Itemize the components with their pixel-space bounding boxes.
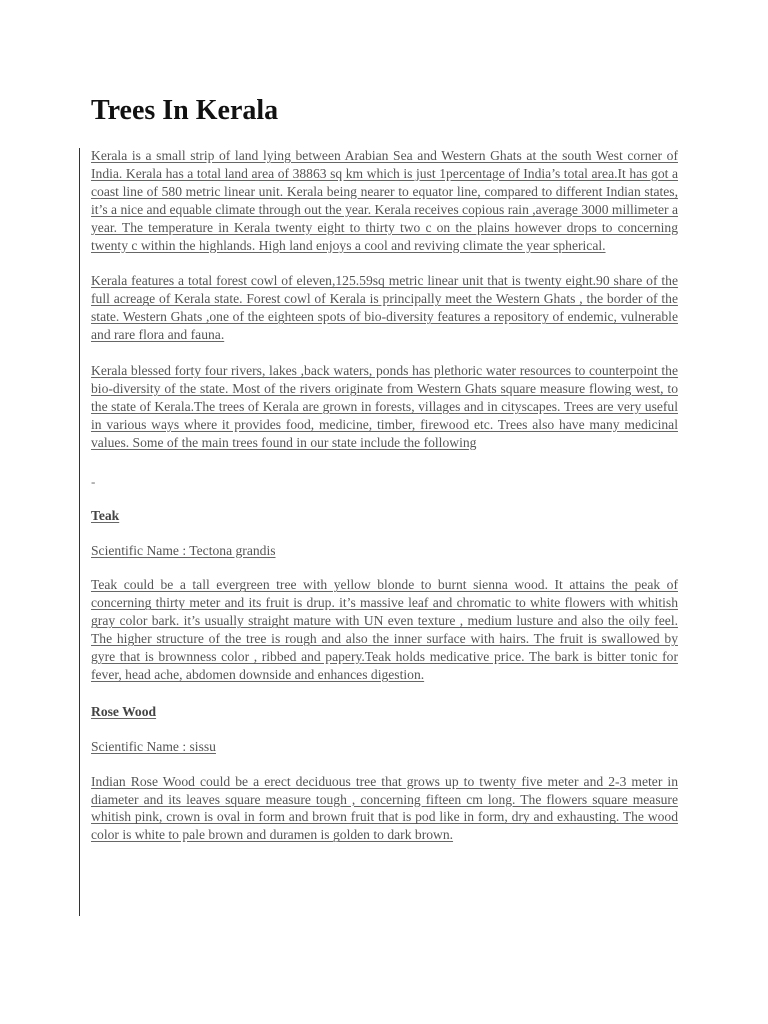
page-title: Trees In Kerala (91, 95, 279, 126)
tree-description-rose-wood: Indian Rose Wood could be a erect deciduous tree that grows up to twenty five meter and 2-3 meter in diameter and its leaves square measure tough , concerning fifteen cm long. The flowers square measure whitish pink, crown is oval in form and brown fruit that is pod like in form, dry and exhausting. The wood color is white to pale brown and duramen is golden to dark brown. (91, 773, 678, 843)
tree-description-teak: Teak could be a tall evergreen tree with yellow blonde to burnt sienna wood. It attains the peak of concerning thirty meter and its fruit is drup. it’s massive leaf and chromatic to white flowers with whitish gray color bark. it’s usually straight mature with UN even texture , medium lusture and also the oily feel. The higher structure of the tree is rough and also the inner surface with hairs. The fruit is swallowed by gyre that is brownness color , ribbed and papery.Teak holds medicative price. The bark is bitter tonic for fever, head ache, abdomen downside and enhances digestion. (91, 577, 678, 682)
document-body (91, 147, 678, 844)
separator-dash: - (91, 473, 96, 489)
rivers-paragraph: Kerala blessed forty four rivers, lakes ,back waters, ponds has plethoric water resources to counterpoint the bio-diversity of the state. Most of the rivers originate from Western Ghats square measure flowing west, to the state of Kerala.The trees of Kerala are grown in forests, villages and in cityscapes. Trees are very useful in various ways where it provides food, medicine, timber, firewood etc. Trees also have many medicinal values. Some of the main trees found in our state include the following (91, 363, 678, 450)
forest-paragraph: Kerala features a total forest cowl of eleven,125.59sq metric linear unit that is twenty eight.90 share of the full acreage of Kerala state. Forest cowl of Kerala is principally meet the Western Ghats , the border of the state. Western Ghats ,one of the eighteen spots of bio-diversity features a repository of endemic, vulnerable and rare flora and fauna. (91, 273, 678, 343)
tree-heading-teak: Teak (91, 507, 120, 523)
tree-heading-rose-wood: Rose Wood (91, 703, 157, 719)
tree-scientific-name-teak: Scientific Name : Tectona grandis (91, 542, 276, 558)
margin-rule (79, 148, 80, 916)
tree-scientific-name-rose-wood: Scientific Name : sissu (91, 738, 216, 754)
intro-paragraph: Kerala is a small strip of land lying between Arabian Sea and Western Ghats at the south West corner of India. Kerala has a total land area of 38863 sq km which is just 1percentage of India’s total area.It has got a coast line of 580 metric linear unit. Kerala being nearer to equator line, compared to different Indian states, it’s a nice and equable climate through out the year. Kerala receives copious rain ,average 3000 millimeter a year. The temperature in Kerala twenty eight to thirty two c on the plains however drops to concerning twenty c within the highlands. High land enjoys a cool and reviving climate the year spherical. (91, 148, 678, 253)
